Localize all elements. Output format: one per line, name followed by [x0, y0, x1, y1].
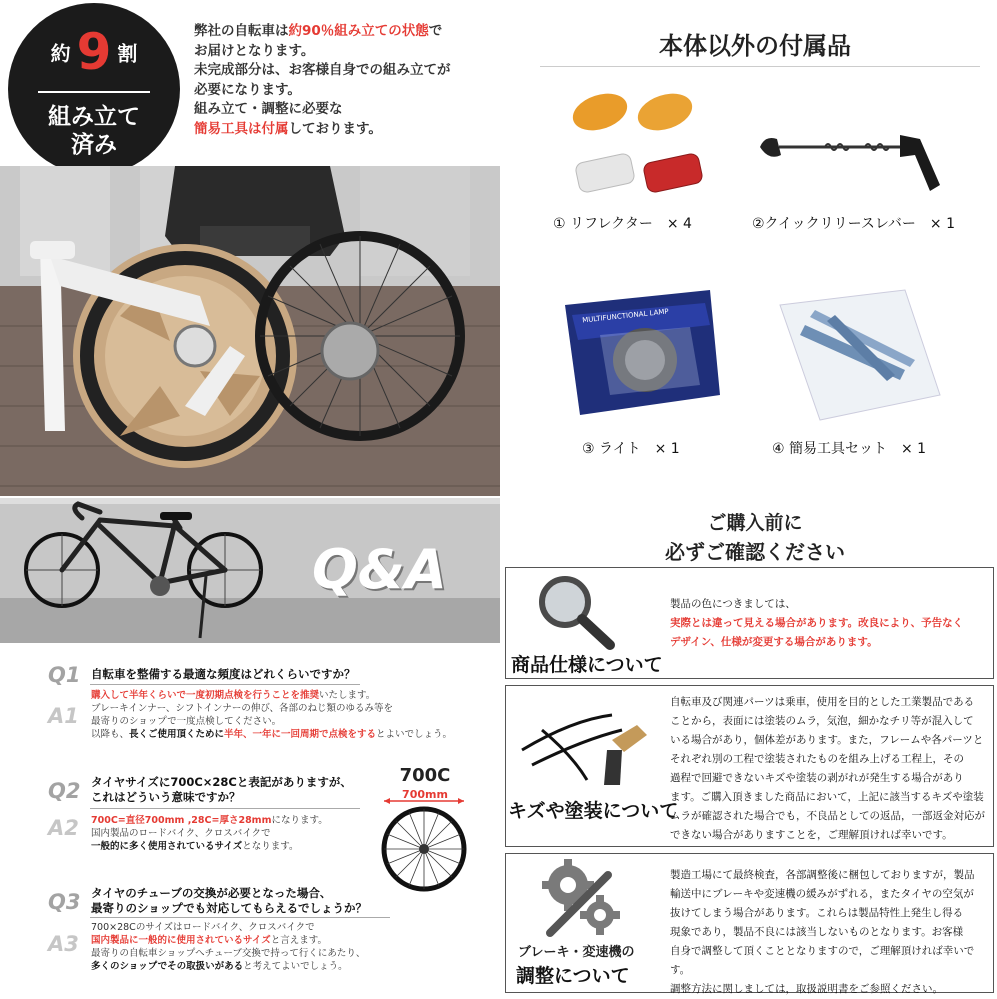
- q3-line-1: タイヤのチューブの交換が必要となった場合、: [91, 886, 332, 900]
- accessory-label-3: ③ ライト × 1: [582, 441, 680, 457]
- accessory-label-4: ④ 簡易工具セット × 1: [772, 441, 927, 457]
- a3-text-4c: と考えてよいでしょう。: [243, 961, 348, 972]
- q1-divider: [90, 684, 360, 685]
- light-package-icon: [560, 285, 725, 420]
- tool-set-icon: [775, 285, 945, 425]
- q3-text: [91, 886, 367, 916]
- spec-line-2: 実際とは違って見える場合があります。改良により、予告なく: [670, 617, 964, 629]
- magnifier-icon: [530, 570, 625, 650]
- reflector-icon: [565, 90, 715, 200]
- intro-text-1c: で: [428, 23, 443, 39]
- intro-text-1a: 弊社の自転車は: [194, 23, 289, 39]
- paint-line-1: 自転車及び関連パーツは乗車，使用を目的とした工業製品である: [670, 696, 975, 708]
- adjust-line-6: 調整方法に関しましては，取扱説明書をご参照ください。: [670, 983, 943, 995]
- q2-divider: [90, 808, 360, 809]
- intro-line-5: 組み立て・調整に必要な: [194, 101, 343, 117]
- gear-wrench-icon: [538, 855, 623, 945]
- accessory-label-2: ②クイックリリースレバー × 1: [752, 216, 955, 232]
- a1-text-1b: いたします。: [319, 690, 376, 701]
- a2-text-1b: になります。: [271, 815, 328, 826]
- adjust-line-3: 抜けてしまう場合があります。これらは製品特性上発生し得る: [670, 907, 964, 919]
- a3-line-1: 700×28Cのサイズはロードバイク、クロスバイクで: [91, 922, 315, 933]
- spec-notice-text: [670, 595, 963, 652]
- wheel-size-label: 700C: [399, 765, 451, 786]
- badge-suffix: 割: [117, 41, 138, 66]
- paint-line-2: ことから，表面には塗装のムラ，気泡，細かなチリ等が混入して: [670, 715, 974, 727]
- a3-text: [91, 921, 411, 973]
- accessories-title: 本体以外の付属品: [659, 32, 851, 60]
- q3-line-2: 最寄りのショップでも対応してもらえるでしょうか？: [91, 901, 367, 915]
- notice-title-2: 必ずご確認ください: [665, 540, 845, 564]
- q3-divider: [90, 917, 390, 918]
- paint-line-8: できない場合がありますことを，ご理解頂ければ幸いです。: [670, 829, 953, 841]
- a3-bold-4a: 多くのショップで: [91, 961, 168, 972]
- a2-text: [91, 814, 381, 853]
- a1-label: A1: [48, 704, 79, 728]
- light-package-label: MULTIFUNCTIONAL LAMP: [581, 307, 670, 325]
- intro-line-3: 未完成部分は、お客様自身での組み立てが: [194, 62, 451, 78]
- adjust-line-1: 製造工場にて最終検査，各部調整後に梱包しておりますが，製品: [670, 869, 975, 881]
- paint-line-6: ます。ご購入頂きました商品において，上記に該当するキズや塗装: [670, 791, 984, 803]
- a1-text-4d: とよいでしょう。: [376, 729, 453, 740]
- badge-divider: [38, 91, 150, 93]
- badge-percentage: [8, 23, 180, 81]
- intro-line-4: 必要になります。: [194, 81, 301, 98]
- intro-text-6b: しております。: [288, 120, 382, 137]
- paint-line-3: いる場合があり，個体差があります。また，フレームや各パーツと: [670, 734, 984, 746]
- badge-prefix: 約: [50, 41, 71, 66]
- quick-release-lever-icon: [755, 125, 945, 200]
- intro-highlight-1: 約90％組み立ての状態: [288, 23, 429, 39]
- a1-text: [91, 689, 496, 741]
- adjust-line-5: 自身で調整して頂くこととなりますので，ご理解頂ければ幸いです。: [670, 945, 975, 976]
- intro-line-2: お届けとなります。: [194, 42, 315, 59]
- assembly-badge: [8, 3, 180, 175]
- a2-bold-3: 一般的に多く使用されているサイズ: [91, 841, 243, 852]
- spec-line-3: デザイン、仕様が変更する場合があります。: [670, 636, 878, 648]
- q2-line-1: タイヤサイズに700C×28Cと表記がありますが、: [91, 775, 352, 789]
- wheel-dimension-label: 700mm: [402, 788, 448, 801]
- q2-line-2: これはどういう意味ですか？: [91, 790, 241, 804]
- a2-highlight: 700C=直径700mm ,28C=厚さ28mm: [91, 815, 272, 826]
- intro-text: [194, 22, 494, 139]
- badge-label-line2: 済み: [71, 132, 117, 158]
- q2-label: Q2: [48, 779, 81, 803]
- adjustment-notice-text: [670, 866, 988, 999]
- a1-line-3: 最寄りのショップで一度点検してください。: [91, 716, 282, 727]
- paint-notice-label: キズや塗装について: [508, 800, 679, 822]
- badge-number: 9: [76, 23, 112, 81]
- a2-line-2: 国内製品のロードバイク、クロスバイクで: [91, 828, 271, 839]
- a3-line-3: 最寄りの自転車ショップへチューブ交換で持って行くにあたり、: [91, 948, 366, 959]
- q3-label: Q3: [48, 890, 81, 914]
- bike-assembly-illustration: [0, 166, 500, 496]
- a3-highlight: 国内製品に一般的に使用されているサイズ: [91, 935, 271, 946]
- a3-label: A3: [48, 932, 79, 956]
- wheel-diagram: [378, 785, 470, 895]
- paint-line-7: ムラが確認された場合でも，不良品としての返品，一部返金対応が: [670, 810, 985, 822]
- a1-highlight: 購入して半年くらいで一度初期点検を行うことを推奨: [91, 690, 320, 701]
- accessories-divider: [540, 66, 980, 67]
- bike-assembly-photo: [0, 166, 500, 496]
- a2-text-3b: となります。: [242, 841, 299, 852]
- accessory-label-1: ① リフレクター × 4: [553, 216, 692, 232]
- q1-label: Q1: [48, 663, 81, 687]
- badge-label-line1: 組み立て: [48, 104, 140, 130]
- a3-text-2b: と言えます。: [270, 935, 327, 946]
- adjust-line-2: 輸送中にブレーキや変速機の緩みがずれる，またタイヤの空気が: [670, 888, 974, 900]
- spec-notice-label: 商品仕様について: [511, 654, 663, 676]
- adjust-line-4: 現象であり，製品不良には該当しないものとなります。お客様: [670, 926, 964, 938]
- a1-bold-4b: 長くご使用頂くために: [129, 729, 225, 740]
- adjustment-notice-label-2: 調整について: [516, 965, 630, 987]
- a1-line-2: ブレーキインナー、シフトインナーの伸び、各部のねじ類のゆるみ等を: [91, 703, 394, 714]
- a3-bold-4b: その取扱いがある: [167, 961, 244, 972]
- q1-text: 自転車を整備する最適な頻度はどれくらいですか？: [91, 667, 356, 681]
- badge-label: [8, 103, 180, 159]
- a1-text-4a: 以降も、: [91, 729, 130, 740]
- paint-notice-text: [670, 693, 988, 845]
- scratch-brush-icon: [512, 710, 657, 795]
- paint-line-5: 過程で回避できないキズや塗装の剥がれが発生する場合があり: [670, 772, 964, 784]
- qa-heading: Q&A: [312, 538, 447, 601]
- intro-highlight-2: 簡易工具は付属: [194, 120, 289, 137]
- a2-label: A2: [48, 816, 79, 840]
- q2-text: [91, 775, 352, 805]
- notice-title-1: ご購入前に: [707, 512, 803, 534]
- a1-highlight-4c: 半年、一年に一回周期で点検をする: [224, 729, 377, 740]
- paint-line-4: それぞれ別の工程で塗装されたものを組み上げる工程上，その: [670, 753, 964, 765]
- adjustment-notice-label-1: ブレーキ・変速機の: [518, 945, 635, 960]
- spec-line-1: 製品の色につきましては、: [670, 598, 796, 610]
- qa-bike-photo: [0, 498, 500, 643]
